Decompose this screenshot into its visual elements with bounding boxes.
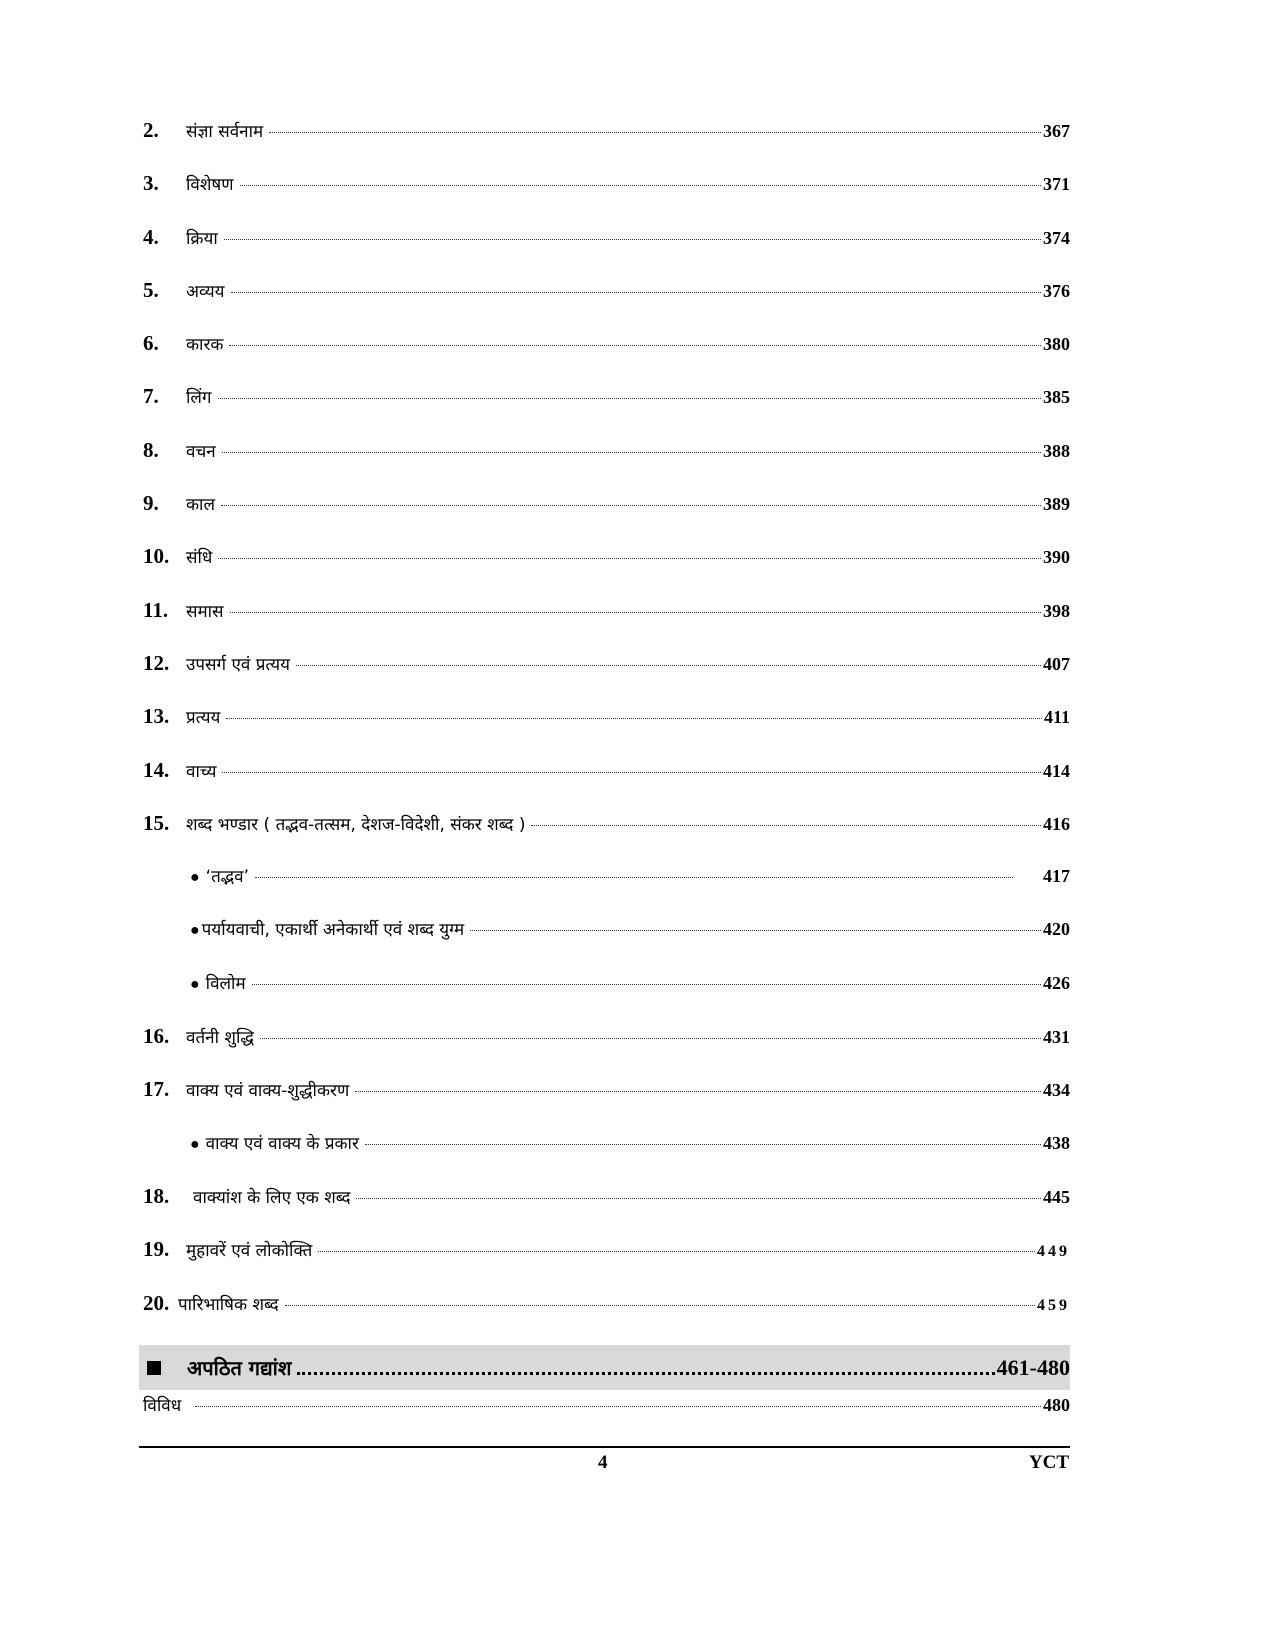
- toc-entry[interactable]: [143, 384, 1070, 437]
- toc-entry[interactable]: [143, 331, 1070, 384]
- entry-title: पर्यायवाची, एकार्थी अनेकार्थी एवं शब्द युग्म: [201, 920, 465, 941]
- entry-title: अव्यय: [186, 281, 225, 302]
- dot-leader: [226, 718, 1042, 719]
- entry-title: संज्ञा सर्वनाम: [186, 122, 264, 142]
- entry-number: 13.: [143, 704, 170, 729]
- entry-title: विविध: [143, 1396, 182, 1416]
- dot-leader: [229, 345, 1041, 346]
- section-page-range: 461-480: [996, 1354, 1070, 1380]
- dot-leader: [230, 612, 1041, 613]
- entry-number: 12.: [143, 650, 170, 675]
- section-heading-band[interactable]: [139, 1345, 1070, 1390]
- entry-page: 388: [1043, 440, 1070, 461]
- dot-leader: [365, 1144, 1041, 1145]
- entry-page: 376: [1043, 280, 1070, 301]
- entry-number: 15.: [143, 810, 170, 835]
- entry-title: संधि: [186, 548, 213, 569]
- bullet-icon: ●: [190, 975, 200, 993]
- entry-page: 398: [1043, 600, 1070, 621]
- entry-title: कारक: [186, 335, 224, 356]
- entry-title: विशेषण: [186, 175, 234, 196]
- toc-entry[interactable]: [143, 598, 1070, 651]
- entry-page: 438: [1043, 1132, 1070, 1153]
- entry-title: वचन: [186, 441, 216, 462]
- entry-number: 2.: [143, 118, 159, 142]
- toc-entry[interactable]: [143, 225, 1070, 278]
- entry-page: 367: [1043, 121, 1070, 141]
- toc-entry[interactable]: [143, 1077, 1070, 1130]
- entry-page: 385: [1043, 387, 1070, 408]
- entry-title: समास: [186, 601, 224, 622]
- entry-page: 459: [1037, 1296, 1070, 1314]
- toc-entry[interactable]: [143, 811, 1070, 864]
- square-bullet-icon: [147, 1361, 161, 1375]
- entry-title: काल: [186, 495, 215, 516]
- dot-leader: [240, 185, 1041, 186]
- entry-number: 17.: [143, 1077, 170, 1102]
- entry-number: 3.: [143, 171, 159, 196]
- bullet-icon: ●: [190, 1135, 200, 1153]
- toc-entry[interactable]: [143, 651, 1070, 704]
- toc-subentry[interactable]: [143, 917, 1070, 970]
- entry-title: प्रत्यय: [186, 708, 221, 729]
- entry-page: 480: [1043, 1395, 1070, 1415]
- bullet-icon: ●: [190, 922, 200, 940]
- dot-leader: [255, 877, 1013, 878]
- toc-entry[interactable]: [143, 278, 1070, 331]
- entry-number: 19.: [143, 1237, 170, 1262]
- bullet-icon: ●: [190, 869, 200, 887]
- entry-number: 7.: [143, 384, 159, 409]
- toc-entry[interactable]: [143, 491, 1070, 544]
- toc-subentry[interactable]: [143, 864, 1070, 917]
- dot-leader: [285, 1305, 1035, 1306]
- entry-page: 407: [1043, 653, 1070, 674]
- entry-title: लिंग: [186, 388, 212, 409]
- entry-page: 416: [1043, 813, 1070, 834]
- toc-entry[interactable]: [143, 704, 1070, 757]
- dot-leader: [231, 292, 1041, 293]
- entry-title: मुहावरें एवं लोकोक्ति: [186, 1241, 313, 1262]
- dot-leader: [269, 132, 1041, 133]
- dot-leader: [470, 930, 1041, 931]
- toc-entry[interactable]: [143, 544, 1070, 597]
- entry-title: विलोम: [205, 973, 246, 994]
- entry-title: वाक्य एवं वाक्य-शुद्धीकरण: [186, 1081, 350, 1102]
- table-of-contents: [143, 118, 1070, 1344]
- entry-page: 374: [1043, 227, 1070, 248]
- entry-page: 431: [1043, 1027, 1070, 1048]
- page-number: 4: [598, 1452, 608, 1473]
- entry-title: वाक्यांश के लिए एक शब्द: [193, 1187, 351, 1208]
- entry-title: शब्द भण्डार ( तद्भव-तत्सम, देशज-विदेशी, संकर शब्द ): [186, 814, 526, 835]
- entry-number: 10.: [143, 544, 170, 569]
- dot-leader: [531, 825, 1041, 826]
- dot-leader: [218, 558, 1041, 559]
- entry-title: वाच्य: [186, 761, 217, 782]
- entry-page: 445: [1043, 1186, 1070, 1207]
- entry-number: 8.: [143, 437, 159, 462]
- dot-leader: [297, 1372, 994, 1375]
- entry-number: 16.: [143, 1024, 170, 1049]
- toc-entry[interactable]: [143, 1237, 1070, 1290]
- entry-number: 9.: [143, 491, 159, 516]
- toc-entry[interactable]: [143, 1024, 1070, 1077]
- entry-number: 14.: [143, 757, 170, 782]
- section-title: अपठित गद्यांश: [187, 1356, 292, 1380]
- toc-subentry[interactable]: [143, 971, 1070, 1024]
- toc-entry[interactable]: [143, 171, 1070, 224]
- entry-title: ‘तद्भव’: [205, 867, 250, 888]
- dot-leader: [218, 398, 1042, 399]
- dot-leader: [224, 239, 1041, 240]
- entry-page: 420: [1043, 919, 1070, 940]
- dot-leader: [356, 1198, 1041, 1199]
- dot-leader: [318, 1251, 1035, 1252]
- dot-leader: [296, 665, 1041, 666]
- entry-page: 434: [1043, 1080, 1070, 1101]
- entry-number: 11.: [143, 597, 169, 622]
- toc-entry[interactable]: [143, 758, 1070, 811]
- toc-entry[interactable]: [143, 1184, 1070, 1237]
- entry-title: वर्तनी शुद्धि: [186, 1028, 254, 1049]
- entry-page: 426: [1043, 972, 1070, 993]
- toc-subentry[interactable]: [143, 1131, 1070, 1184]
- footer-divider: [139, 1446, 1070, 1448]
- entry-page: 390: [1043, 547, 1070, 568]
- dot-leader: [252, 984, 1041, 985]
- entry-number: 5.: [143, 277, 159, 302]
- entry-title: क्रिया: [186, 228, 218, 249]
- entry-number: 4.: [143, 224, 159, 249]
- entry-number: 18.: [143, 1183, 170, 1208]
- toc-entry[interactable]: [143, 1291, 1070, 1344]
- entry-number: 6.: [143, 331, 159, 356]
- entry-page: 389: [1043, 494, 1070, 515]
- entry-title: वाक्य एवं वाक्य के प्रकार: [205, 1133, 359, 1154]
- entry-page: 414: [1043, 760, 1070, 781]
- entry-number: 20.: [143, 1290, 170, 1315]
- entry-title: उपसर्ग एवं प्रत्यय: [186, 654, 291, 675]
- entry-page: 380: [1043, 334, 1070, 355]
- misc-entry[interactable]: [143, 1393, 1070, 1446]
- entry-page: 411: [1043, 707, 1070, 728]
- dot-leader: [195, 1406, 1041, 1407]
- dot-leader: [221, 505, 1041, 506]
- dot-leader: [222, 772, 1041, 773]
- publisher-brand: YCT: [1028, 1452, 1069, 1473]
- entry-page: 371: [1043, 174, 1070, 195]
- dot-leader: [260, 1038, 1041, 1039]
- toc-entry[interactable]: [143, 438, 1070, 491]
- dot-leader: [355, 1091, 1041, 1092]
- entry-page: 417: [1043, 866, 1070, 887]
- toc-entry[interactable]: [143, 118, 1070, 171]
- dot-leader: [222, 452, 1041, 453]
- entry-page: 449: [1037, 1243, 1070, 1261]
- entry-title: पारिभाषिक शब्द: [178, 1294, 279, 1315]
